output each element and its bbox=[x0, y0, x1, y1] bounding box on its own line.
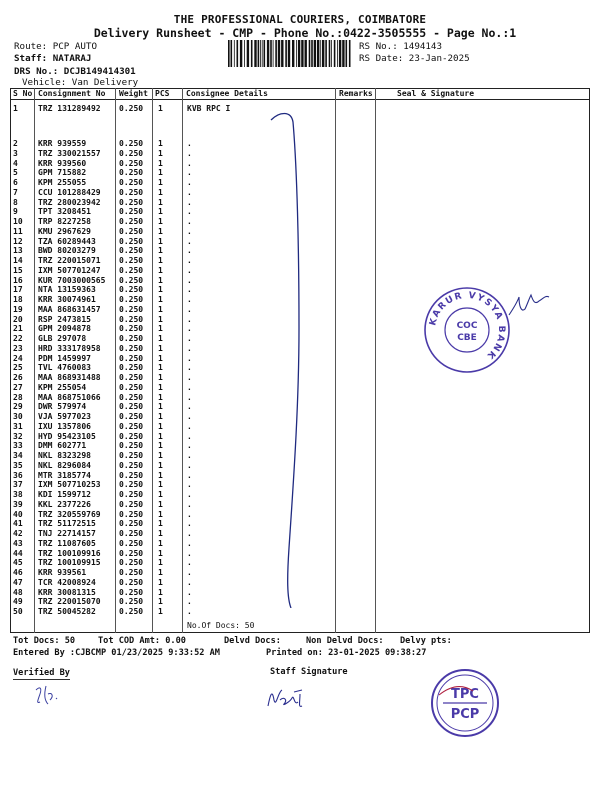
cell-consignee: . bbox=[187, 265, 192, 275]
tpc-stamp-top: TPC bbox=[451, 687, 479, 702]
cell-consignment: HYD 95423105 bbox=[38, 431, 96, 441]
cell-pcs: 1 bbox=[158, 217, 163, 226]
cell-weight: 0.250 bbox=[119, 236, 144, 246]
cell-sno: 36 bbox=[13, 470, 23, 480]
cell-consignment: TZA 60289443 bbox=[38, 236, 96, 246]
cell-consignment: DWR 579974 bbox=[38, 402, 87, 412]
cell-weight: 0.250 bbox=[119, 499, 144, 509]
staff-signature-label: Staff Signature bbox=[270, 667, 348, 677]
col-header-remarks: Remarks bbox=[339, 89, 373, 98]
cell-weight: 0.250 bbox=[119, 509, 144, 519]
cell-consignee: . bbox=[187, 558, 192, 568]
cell-consignment: MAA 868751066 bbox=[38, 392, 101, 402]
cell-pcs: 1 bbox=[158, 597, 163, 607]
cell-sno: 30 bbox=[13, 412, 23, 421]
cell-consignment: CCU 101288429 bbox=[38, 187, 101, 197]
cell-pcs: 1 bbox=[158, 529, 163, 538]
cell-weight: 0.250 bbox=[119, 343, 144, 353]
cell-consignment: VJA 5977023 bbox=[38, 412, 91, 421]
cell-consignment: RSP 2473815 bbox=[38, 314, 91, 324]
cell-sno: 44 bbox=[13, 548, 23, 558]
cell-sno: 38 bbox=[13, 490, 23, 499]
cell-consignment: GPM 715882 bbox=[38, 168, 87, 178]
cell-pcs: 1 bbox=[158, 363, 163, 373]
runsheet-title: Delivery Runsheet - CMP - Phone No.:0422-3505555 - Page No.:1 bbox=[93, 26, 517, 40]
cell-sno: 37 bbox=[13, 480, 23, 490]
cell-weight: 0.250 bbox=[119, 246, 144, 256]
cell-weight: 0.250 bbox=[119, 519, 144, 529]
barcode-image bbox=[228, 40, 353, 67]
cell-consignment: MTR 3185774 bbox=[38, 470, 91, 480]
cell-pcs: 1 bbox=[158, 265, 163, 275]
cell-sno: 43 bbox=[13, 538, 23, 548]
delivery-points: Delvy pts: bbox=[400, 636, 452, 646]
bank-round-seal bbox=[422, 285, 512, 375]
cell-weight: 0.250 bbox=[119, 158, 144, 168]
cell-consignee: . bbox=[187, 412, 192, 421]
cell-sno: 25 bbox=[13, 363, 23, 373]
cell-pcs: 1 bbox=[158, 304, 163, 314]
cell-consignment: DMM 602771 bbox=[38, 441, 87, 451]
cell-sno: 27 bbox=[13, 382, 23, 392]
cell-consignee: . bbox=[187, 343, 192, 353]
cell-sno: 29 bbox=[13, 402, 23, 412]
cell-consignee: . bbox=[187, 499, 192, 509]
cell-sno: 18 bbox=[13, 295, 23, 304]
bank-seal-text: KARUR VYSYA BANK bbox=[428, 290, 507, 362]
cell-weight: 0.250 bbox=[119, 295, 144, 304]
col-header-sno: S No bbox=[13, 89, 33, 98]
cell-pcs: 1 bbox=[158, 285, 163, 295]
cell-weight: 0.250 bbox=[119, 334, 144, 343]
cell-pcs: 1 bbox=[158, 324, 163, 334]
cell-consignment: TRZ 220015070 bbox=[38, 597, 101, 607]
cell-consignee: . bbox=[187, 538, 192, 548]
cell-sno: 12 bbox=[13, 236, 23, 246]
cell-consignment: IXM 507701247 bbox=[38, 265, 101, 275]
cell-consignment: TPT 3208451 bbox=[38, 207, 91, 217]
cell-sno: 21 bbox=[13, 324, 23, 334]
printed-on: Printed on: 23-01-2025 09:38:27 bbox=[266, 648, 427, 658]
cell-consignment: HRD 333178958 bbox=[38, 343, 101, 353]
bank-seal-inner-2: CBE bbox=[457, 333, 477, 343]
cell-weight: 0.250 bbox=[119, 382, 144, 392]
cell-consignee: . bbox=[187, 158, 192, 168]
cell-weight: 0.250 bbox=[119, 597, 144, 607]
cell-pcs: 1 bbox=[158, 207, 163, 217]
cell-pcs: 1 bbox=[158, 480, 163, 490]
cell-weight: 0.250 bbox=[119, 568, 144, 577]
cell-pcs: 1 bbox=[158, 275, 163, 285]
cell-weight: 0.250 bbox=[119, 538, 144, 548]
cell-consignment: NKL 8323298 bbox=[38, 451, 91, 460]
cell-consignee: . bbox=[187, 187, 192, 197]
cell-pcs: 1 bbox=[158, 295, 163, 304]
cell-weight: 0.250 bbox=[119, 304, 144, 314]
cell-sno: 14 bbox=[13, 256, 23, 265]
cell-sno: 17 bbox=[13, 285, 23, 295]
cell-consignee: . bbox=[187, 470, 192, 480]
cell-consignee: . bbox=[187, 519, 192, 529]
col-header-weight: Weight bbox=[119, 89, 148, 98]
cell-weight: 0.250 bbox=[119, 421, 144, 431]
cell-consignee: . bbox=[187, 577, 192, 587]
cell-weight: 0.250 bbox=[119, 265, 144, 275]
cell-consignment: TRZ 100109916 bbox=[38, 548, 101, 558]
cell-consignment: TRZ 320559769 bbox=[38, 509, 101, 519]
cell-weight: 0.250 bbox=[119, 168, 144, 178]
cell-consignee: . bbox=[187, 451, 192, 460]
staff-label: Staff: NATARAJ bbox=[14, 53, 92, 64]
cell-pcs: 1 bbox=[158, 392, 163, 402]
cell-sno: 24 bbox=[13, 353, 23, 363]
cell-consignee: . bbox=[187, 392, 192, 402]
cell-weight: 0.250 bbox=[119, 197, 144, 207]
cell-pcs: 1 bbox=[158, 314, 163, 324]
col-header-pcs: PCS bbox=[155, 89, 170, 98]
cell-pcs: 1 bbox=[158, 334, 163, 343]
cell-consignment: KKL 2377226 bbox=[38, 499, 91, 509]
cell-weight: 0.250 bbox=[119, 392, 144, 402]
cell-pcs: 1 bbox=[158, 460, 163, 470]
cell-pcs: 1 bbox=[158, 148, 163, 158]
verified-by-label: Verified By bbox=[13, 668, 70, 678]
cell-consignment: KMU 2967629 bbox=[38, 226, 91, 236]
col-header-seal: Seal & Signature bbox=[397, 89, 475, 98]
cell-pcs: 1 bbox=[158, 226, 163, 236]
cell-consignee: . bbox=[187, 295, 192, 304]
cell-consignment: MAA 868631457 bbox=[38, 304, 101, 314]
cell-pcs: 1 bbox=[158, 104, 163, 113]
cell-sno: 1 bbox=[13, 104, 18, 113]
cell-weight: 0.250 bbox=[119, 587, 144, 597]
cell-consignee: . bbox=[187, 597, 192, 607]
cell-consignment: PDM 1459997 bbox=[38, 353, 91, 363]
cell-pcs: 1 bbox=[158, 373, 163, 382]
cell-consignee: . bbox=[187, 421, 192, 431]
cell-consignee: . bbox=[187, 431, 192, 441]
cell-consignment: TRZ 11087605 bbox=[38, 538, 96, 548]
cell-consignment: TNJ 22714157 bbox=[38, 529, 96, 538]
cell-pcs: 1 bbox=[158, 509, 163, 519]
cell-sno: 2 bbox=[13, 139, 18, 148]
cell-consignee: . bbox=[187, 139, 192, 148]
cell-weight: 0.250 bbox=[119, 431, 144, 441]
cell-pcs: 1 bbox=[158, 187, 163, 197]
cell-sno: 23 bbox=[13, 343, 23, 353]
vehicle-label: Vehicle: Van Delivery bbox=[22, 77, 139, 88]
cell-weight: 0.250 bbox=[119, 460, 144, 470]
cell-sno: 39 bbox=[13, 499, 23, 509]
cell-pcs: 1 bbox=[158, 451, 163, 460]
cell-pcs: 1 bbox=[158, 178, 163, 187]
cell-consignee: . bbox=[187, 382, 192, 392]
cell-weight: 0.250 bbox=[119, 104, 144, 113]
delivered-docs: Delvd Docs: bbox=[224, 636, 281, 646]
total-docs: Tot Docs: 50 bbox=[13, 636, 76, 646]
cell-consignment: NKL 8296084 bbox=[38, 460, 91, 470]
total-cod-amount: Tot COD Amt: 0.00 bbox=[98, 636, 186, 646]
cell-sno: 3 bbox=[13, 148, 18, 158]
cell-weight: 0.250 bbox=[119, 353, 144, 363]
cell-weight: 0.250 bbox=[119, 607, 144, 616]
cell-pcs: 1 bbox=[158, 343, 163, 353]
cell-consignee: . bbox=[187, 460, 192, 470]
cell-consignee: . bbox=[187, 304, 192, 314]
no-of-docs: No.Of Docs: 50 bbox=[187, 621, 255, 630]
cell-consignee: . bbox=[187, 256, 192, 265]
cell-weight: 0.250 bbox=[119, 178, 144, 187]
cell-consignment: TRZ 131289492 bbox=[38, 104, 101, 113]
cell-sno: 42 bbox=[13, 529, 23, 538]
cell-weight: 0.250 bbox=[119, 441, 144, 451]
cell-consignee: . bbox=[187, 236, 192, 246]
cell-sno: 34 bbox=[13, 451, 23, 460]
cell-consignee: . bbox=[187, 363, 192, 373]
table-row bbox=[11, 607, 589, 617]
cell-weight: 0.250 bbox=[119, 226, 144, 236]
cell-pcs: 1 bbox=[158, 538, 163, 548]
cell-pcs: 1 bbox=[158, 568, 163, 577]
drs-number: DRS No.: DCJB149414301 bbox=[14, 66, 136, 77]
delivery-scribble-line bbox=[269, 108, 319, 608]
cell-weight: 0.250 bbox=[119, 148, 144, 158]
cell-consignee: . bbox=[187, 217, 192, 226]
company-title: THE PROFESSIONAL COURIERS, COIMBATORE bbox=[173, 13, 427, 26]
cell-consignee: . bbox=[187, 178, 192, 187]
cell-pcs: 1 bbox=[158, 402, 163, 412]
staff-signature bbox=[264, 682, 314, 714]
cell-pcs: 1 bbox=[158, 431, 163, 441]
cell-weight: 0.250 bbox=[119, 373, 144, 382]
cell-consignee: . bbox=[187, 353, 192, 363]
cell-consignment: KPM 255055 bbox=[38, 178, 87, 187]
cell-weight: 0.250 bbox=[119, 451, 144, 460]
cell-consignment: TRZ 280023942 bbox=[38, 197, 101, 207]
cell-consignment: KRR 939560 bbox=[38, 158, 87, 168]
cell-pcs: 1 bbox=[158, 236, 163, 246]
cell-consignee: . bbox=[187, 568, 192, 577]
cell-pcs: 1 bbox=[158, 558, 163, 568]
tpc-stamp-bottom: PCP bbox=[450, 707, 480, 722]
cell-sno: 49 bbox=[13, 597, 23, 607]
cell-weight: 0.250 bbox=[119, 402, 144, 412]
rs-date: RS Date: 23-Jan-2025 bbox=[359, 53, 470, 64]
verified-by-signature bbox=[30, 680, 70, 710]
cell-weight: 0.250 bbox=[119, 314, 144, 324]
cell-sno: 10 bbox=[13, 217, 23, 226]
cell-weight: 0.250 bbox=[119, 363, 144, 373]
cell-sno: 26 bbox=[13, 373, 23, 382]
cell-consignee: . bbox=[187, 529, 192, 538]
cell-sno: 16 bbox=[13, 275, 23, 285]
cell-sno: 46 bbox=[13, 568, 23, 577]
cell-consignee: . bbox=[187, 509, 192, 519]
entered-by: Entered By :CJBCMP 01/23/2025 9:33:52 AM bbox=[13, 648, 220, 658]
cell-sno: 32 bbox=[13, 431, 23, 441]
cell-sno: 35 bbox=[13, 460, 23, 470]
cell-consignment: KRR 30081315 bbox=[38, 587, 96, 597]
cell-consignee: . bbox=[187, 148, 192, 158]
cell-consignee: KVB RPC I bbox=[187, 104, 231, 113]
cell-consignee: . bbox=[187, 373, 192, 382]
cell-sno: 7 bbox=[13, 187, 18, 197]
non-delivered-docs: Non Delvd Docs: bbox=[306, 636, 384, 646]
cell-weight: 0.250 bbox=[119, 548, 144, 558]
cell-consignee: . bbox=[187, 607, 192, 616]
cell-consignee: . bbox=[187, 402, 192, 412]
bank-seal-inner-1: COC bbox=[456, 321, 478, 331]
route-label: Route: PCP AUTO bbox=[14, 41, 97, 52]
cell-consignment: TVL 4760083 bbox=[38, 363, 91, 373]
cell-consignment: KRR 939559 bbox=[38, 139, 87, 148]
cell-consignment: KRR 939561 bbox=[38, 568, 87, 577]
cell-sno: 28 bbox=[13, 392, 23, 402]
cell-sno: 8 bbox=[13, 197, 18, 207]
cell-consignment: GLB 297078 bbox=[38, 334, 87, 343]
cell-consignee: . bbox=[187, 587, 192, 597]
cell-consignment: IXM 507710253 bbox=[38, 480, 101, 490]
cell-consignee: . bbox=[187, 285, 192, 295]
cell-weight: 0.250 bbox=[119, 324, 144, 334]
cell-weight: 0.250 bbox=[119, 275, 144, 285]
cell-pcs: 1 bbox=[158, 139, 163, 148]
cell-consignee: . bbox=[187, 314, 192, 324]
cell-consignee: . bbox=[187, 197, 192, 207]
cell-pcs: 1 bbox=[158, 197, 163, 207]
cell-sno: 33 bbox=[13, 441, 23, 451]
cell-sno: 4 bbox=[13, 158, 18, 168]
cell-pcs: 1 bbox=[158, 577, 163, 587]
cell-consignment: TCR 42008924 bbox=[38, 577, 96, 587]
cell-consignment: IXU 1357806 bbox=[38, 421, 91, 431]
cell-sno: 5 bbox=[13, 168, 18, 178]
cell-pcs: 1 bbox=[158, 548, 163, 558]
cell-pcs: 1 bbox=[158, 256, 163, 265]
cell-pcs: 1 bbox=[158, 587, 163, 597]
cell-consignment: KPM 255054 bbox=[38, 382, 87, 392]
cell-weight: 0.250 bbox=[119, 187, 144, 197]
cell-sno: 6 bbox=[13, 178, 18, 187]
cell-consignee: . bbox=[187, 548, 192, 558]
cell-consignment: BWD 80203279 bbox=[38, 246, 96, 256]
cell-sno: 20 bbox=[13, 314, 23, 324]
cell-sno: 13 bbox=[13, 246, 23, 256]
cell-pcs: 1 bbox=[158, 519, 163, 529]
cell-sno: 48 bbox=[13, 587, 23, 597]
cell-weight: 0.250 bbox=[119, 256, 144, 265]
cell-consignment: MAA 868931488 bbox=[38, 373, 101, 382]
cell-consignee: . bbox=[187, 168, 192, 178]
cell-sno: 31 bbox=[13, 421, 23, 431]
cell-sno: 45 bbox=[13, 558, 23, 568]
cell-consignment: TRZ 100109915 bbox=[38, 558, 101, 568]
cell-pcs: 1 bbox=[158, 421, 163, 431]
cell-sno: 47 bbox=[13, 577, 23, 587]
bank-stamp-signature bbox=[505, 285, 555, 325]
cell-weight: 0.250 bbox=[119, 490, 144, 499]
cell-weight: 0.250 bbox=[119, 480, 144, 490]
cell-consignment: GPM 2094878 bbox=[38, 324, 91, 334]
cell-weight: 0.250 bbox=[119, 285, 144, 295]
cell-pcs: 1 bbox=[158, 470, 163, 480]
cell-pcs: 1 bbox=[158, 499, 163, 509]
cell-sno: 9 bbox=[13, 207, 18, 217]
cell-consignee: . bbox=[187, 334, 192, 343]
cell-pcs: 1 bbox=[158, 382, 163, 392]
cell-weight: 0.250 bbox=[119, 470, 144, 480]
cell-consignment: TRZ 50045282 bbox=[38, 607, 96, 616]
cell-weight: 0.250 bbox=[119, 529, 144, 538]
cell-consignee: . bbox=[187, 480, 192, 490]
col-header-consignee: Consignee Details bbox=[186, 89, 268, 98]
cell-consignment: TRZ 220015071 bbox=[38, 256, 101, 265]
rs-number: RS No.: 1494143 bbox=[359, 41, 442, 52]
cell-consignment: KRR 30074961 bbox=[38, 295, 96, 304]
cell-consignee: . bbox=[187, 275, 192, 285]
cell-consignee: . bbox=[187, 207, 192, 217]
tpc-pcp-stamp bbox=[425, 665, 505, 740]
cell-consignment: NTA 13159363 bbox=[38, 285, 96, 295]
cell-sno: 41 bbox=[13, 519, 23, 529]
cell-consignment: TRZ 51172515 bbox=[38, 519, 96, 529]
cell-weight: 0.250 bbox=[119, 577, 144, 587]
cell-consignment: TRZ 330021557 bbox=[38, 148, 101, 158]
cell-sno: 40 bbox=[13, 509, 23, 519]
cell-sno: 19 bbox=[13, 304, 23, 314]
col-header-consignment: Consignment No bbox=[38, 89, 106, 98]
cell-weight: 0.250 bbox=[119, 217, 144, 226]
cell-consignment: TRP 8227258 bbox=[38, 217, 91, 226]
cell-consignment: KUR 7003000565 bbox=[38, 275, 106, 285]
cell-weight: 0.250 bbox=[119, 207, 144, 217]
cell-consignee: . bbox=[187, 441, 192, 451]
cell-sno: 15 bbox=[13, 265, 23, 275]
cell-consignment: KDI 1599712 bbox=[38, 490, 91, 499]
cell-pcs: 1 bbox=[158, 158, 163, 168]
cell-consignee: . bbox=[187, 226, 192, 236]
cell-weight: 0.250 bbox=[119, 558, 144, 568]
cell-pcs: 1 bbox=[158, 441, 163, 451]
cell-pcs: 1 bbox=[158, 490, 163, 499]
cell-weight: 0.250 bbox=[119, 412, 144, 421]
cell-weight: 0.250 bbox=[119, 139, 144, 148]
cell-pcs: 1 bbox=[158, 353, 163, 363]
cell-consignee: . bbox=[187, 490, 192, 499]
cell-pcs: 1 bbox=[158, 607, 163, 616]
cell-sno: 50 bbox=[13, 607, 23, 616]
cell-consignee: . bbox=[187, 324, 192, 334]
cell-sno: 11 bbox=[13, 226, 23, 236]
cell-pcs: 1 bbox=[158, 246, 163, 256]
cell-pcs: 1 bbox=[158, 168, 163, 178]
cell-pcs: 1 bbox=[158, 412, 163, 421]
cell-consignee: . bbox=[187, 246, 192, 256]
cell-sno: 22 bbox=[13, 334, 23, 343]
